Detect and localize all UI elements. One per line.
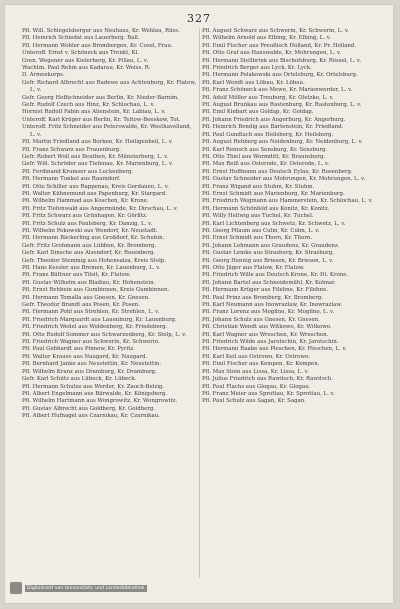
list-item: Pfl. Franz Schöneck aus Mewe, Kr. Marienwerder, L. v.: [202, 87, 353, 94]
list-item: Pfl. Martin Friedland aus Borken, Kr. Heiligenbeil, L. v.: [22, 139, 173, 146]
list-item: Pfl. Hermann Pohl aus Strehlen, Kr. Strehlen, L. v.: [22, 309, 160, 316]
list-item: Gefr. Fritz Grohmann aus Lübben, Kr. Bromberg.: [22, 242, 157, 249]
list-item: Pfl. Karl Neumann aus Inowrazlaw, Kr. Inowrazlaw.: [202, 302, 343, 309]
list-item: Gefr. Richard Albrecht aus Radewe aus Achtenburg, Kr. Flatow, L. v.: [22, 79, 197, 94]
list-item: Pfl. August Schwarz aus Schwerin, Kr. Schwerin, L. v.: [202, 28, 349, 34]
list-item: Pfl. Wilhelm Hammad aus Koschen, Kr. Krone.: [22, 198, 149, 205]
list-item: Pfl. Ernst Rehbein aus Gumbinnen, Kreis Gumbinnen.: [22, 287, 170, 294]
list-item: Pfl. Hermann Stellbrink aus Bischofsburg, Kr. Rössel, L. v.: [202, 57, 362, 64]
list-item: Pfl. Albert Engelmann aus Bärwalde, Kr. Königsberg.: [22, 390, 168, 397]
list-item: Unteroff. Fritz Schneider aus Peterswalde, Kr. Westhavelland, L. v.: [22, 124, 192, 138]
list-item: Pfl. Ernst Schmidt aus Thorn, Kr. Thorn.: [202, 235, 313, 242]
list-item: Pfl. Ferdinand Krumser aus Luckenberg.: [22, 168, 134, 175]
list-item: Pfl. Ernst Hoffmann aus Deutsch Eylau, Kr. Rosenberg.: [202, 168, 353, 175]
list-item: Pfl. Paul Schulz aus Sagan, Kr. Sagan.: [202, 398, 306, 405]
list-item: Pfl. Johann Friedrich aus Angerburg, Kr. Angerburg.: [202, 116, 346, 123]
list-item: Pfl. Emil Fischer aus Preußisch Holland, Kr. Pr. Holland.: [202, 42, 357, 49]
list-item: Pfl. Walter Krause aus Naugard, Kr. Naugard.: [22, 353, 148, 360]
list-item: Gren. Wegener aus Kielerberg, Kr. Pillau, L. v.: [22, 57, 149, 64]
list-item: Pfl. Franz Meier aus Sprottau, Kr. Sprottau, L. v.: [202, 390, 335, 397]
list-item: Pfl. Johann Bartel aus Schneidemühl, Kr. Kolmar.: [202, 279, 336, 286]
list-item: Pfl. Friedrich Wegmann aus Hammerstein, Kr. Schlochau, L. v.: [202, 198, 373, 205]
library-logo: [10, 582, 147, 594]
list-item: Pfl. Gustav Lemke aus Strasburg, Kr. Strasburg.: [202, 250, 334, 257]
list-item: Pfl. Franz Büttner aus Tilsit, Kr. Flatow.: [22, 272, 131, 279]
list-item: Pfl. Christian Wendt aus Witkowo, Kr. Witkowo.: [202, 324, 332, 331]
list-item: Pfl. Otto Rudolf Sommer aus Schwarzenberg, Kr. Stolp, L. v.: [22, 331, 187, 338]
list-item: Gefr. Georg Hoffschneider aus Berlin, Kr. Nieder-Barnim.: [22, 94, 179, 101]
list-item: Pfl. Georg Pflaum aus Culm, Kr. Culm, L. v.: [202, 227, 320, 234]
list-item: Pfl. Hans Kessler aus Bremen, Kr. Lauenburg, L. v.: [22, 265, 161, 271]
list-item: Pfl. Otto Graf aus Hanswalde, Kr. Mohrungen, L. v.: [202, 50, 341, 57]
library-logo-text: Digitalisiert von Universitäts- und Landesbibliothek: [27, 585, 145, 591]
list-item: Pfl. Johann Lehmann aus Graudenz, Kr. Graudenz.: [202, 242, 340, 249]
list-item: Gefr. Rudolf Czech aus Hinz, Kr. Schlochau, L. v.: [22, 102, 155, 109]
list-item: Gefr. Theodor Brandt aus Posen, Kr. Posen.: [22, 302, 140, 309]
list-item: Pfl. Karl Reinsch aus Sensburg, Kr. Sensburg.: [202, 146, 328, 153]
list-item: Pfl. Paul Gebhardt aus Pinnow, Kr. Pyritz.: [22, 346, 135, 353]
list-item: Pfl. Otto Jäger aus Flatow, Kr. Flatow.: [202, 265, 305, 271]
list-item: Pfl. Hermann Krüger aus Filehne, Kr. Filehne.: [202, 287, 328, 294]
list-item: Pfl. Hermann Bäckerling aus Großdorf, Kr. Schubin.: [22, 235, 165, 242]
list-item: Pfl. Hermann Wohler aus Brombergen, Kr. Cosel, Frau.: [22, 42, 173, 49]
list-item: Pfl. Franz Schwarz aus Frauenburg.: [22, 146, 121, 153]
column-divider: [199, 28, 200, 578]
document-page: [4, 4, 394, 604]
list-item: Pfl. Adolf Möller aus Treuburg, Kr. Oletzko, L. v.: [202, 94, 334, 101]
list-item: Pfl. Gustav Wilhelm aus Bladiau, Kr. Hohenstein.: [22, 279, 156, 286]
list-item: II. Armeekorps.: [22, 72, 65, 79]
list-item: Pfl. Gustav Schneider aus Mohrungen, Kr. Mohrungen, L. v.: [202, 176, 366, 183]
list-item: Pfl. Fritz Tiefenwald aus Angermünde, Kr. Dirschau, L. v.: [22, 205, 178, 212]
list-item: Gefr. Robert Woll aus Beuthen, Kr. Münsterberg, L. v.: [22, 153, 169, 160]
list-item: Pfl. Fritz Schulz aus Paulsberg, Kr. Danzig, L. v.: [22, 220, 153, 227]
list-item: Pfl. Fritz Schwarz aus Grünhagen, Kr. Görlitz.: [22, 213, 148, 220]
list-item: Pfl. Friedrich Berger aus Lyck, Kr. Lyck.: [202, 65, 312, 72]
page-number: 327: [187, 12, 211, 25]
list-item: Gefr. Karl Schütz aus Lübeck, Kr. Lübeck.: [22, 376, 137, 383]
list-item: Pfl. Willy Hellwig aus Tuchel, Kr. Tuchel.: [202, 213, 314, 220]
list-item: Unteroff. Karl Krüger aus Berlin, Kr. Teltow-Beeskow, Tot.: [22, 116, 181, 123]
list-item: Pfl. Wilhelm Kranz aus Dramburg, Kr. Dramburg.: [22, 368, 157, 375]
list-item: Pfl. Friedrich Wilde aus Jarotschin, Kr. Jarotschin.: [202, 339, 339, 346]
list-item: Pfl. Franz Wigand aus Stuhm, Kr. Stuhm.: [202, 183, 315, 190]
list-item: Pfl. Gustav Albrecht aus Goldberg, Kr. Goldberg.: [22, 405, 156, 412]
list-item: Pfl. August Rehberg aus Neidenburg, Kr. Neidenburg, L. v.: [202, 139, 363, 146]
list-item: Pfl. Karl Lichtenberg aus Schwetz, Kr. Schwetz, L. v.: [202, 220, 346, 227]
list-item: Pfl. Karl Keil aus Ostrowo, Kr. Ostrowo.: [202, 353, 310, 360]
list-item: Pfl. Heinrich Schiedat aus Lauerberg. Ball.: [22, 35, 140, 42]
list-item: Pfl. Max Reiß aus Osterode, Kr. Osterode, L. v.: [202, 161, 330, 168]
list-item: Pfl. Wilhelm Hartmann aus Wongrowitz, Kr. Wongrowitz.: [22, 398, 178, 405]
list-item: Pfl. August Brunkau aus Rastenburg, Kr. Rastenburg, L. v.: [202, 102, 362, 109]
list-item: Pfl. Friedrich Wedel aus Woldenberg, Kr. Friedeberg.: [22, 324, 168, 331]
list-item: Pfl. Otto Schiller aus Rappenau, Kreis Gerdauen, L. v.: [22, 183, 169, 190]
list-item: Unteroff. Ernst v. Schöneck aus Trenkt, Kl.: [22, 50, 140, 57]
list-item: Pfl. Johann Schulz aus Gnesen, Kr. Gnesen.: [202, 316, 320, 323]
list-item: Pfl. Hermann Tomalla aus Gnesen, Kr. Gnesen.: [22, 294, 150, 301]
list-item: Hornist Rudolf Fabin aus Alienstein, Kr. Labiau, L. v.: [22, 109, 166, 116]
list-item: Pfl. Will. Schlegelsberger aus Neuhaus, Kr. Wehlau, Rüss.: [22, 28, 180, 34]
list-item: Pfl. Georg Hennig aus Briesen, Kr. Briesen, L. v.: [202, 257, 334, 264]
list-item: Pfl. Paul Gundlach aus Heilsberg, Kr. Heilsberg.: [202, 131, 334, 138]
list-item: Pfl. Emil Kiebart aus Goldap, Kr. Goldap.: [202, 109, 314, 116]
list-item: Pfl. Hermann Tunkel aus Raumdorf.: [22, 176, 121, 183]
list-item: Pfl. Friedrich Marquardt aus Lauenburg, Kr. Lauenburg.: [22, 316, 177, 323]
list-item: Pfl. Walter Kühnemund aus Papenburg, Kr. Stargard.: [22, 190, 167, 197]
right-column: [202, 28, 378, 406]
list-item: Pfl. Julius Friedrich aus Rawitsch, Kr. Rawitsch.: [202, 376, 333, 383]
list-item: Pfl. Otto Thiel aus Wormditt, Kr. Braunsberg.: [202, 153, 326, 160]
list-item: Pfl. Franz Lorenz aus Mogilno, Kr. Mogilno, L. v.: [202, 309, 335, 316]
list-item: Gefr. Theodor Stemmig aus Hohensalza, Kreis Stolp.: [22, 257, 166, 264]
list-item: Pfl. Friedrich Wille aus Deutsch Krone, Kr. Dt. Krone.: [202, 272, 349, 279]
list-item: Pfl. Hermann Schulze aus Werder, Kr. Zauch-Belzig.: [22, 383, 165, 390]
list-item: Pfl. Hermann Polakowski aus Ortelsburg, Kr. Ortelsburg.: [202, 72, 358, 79]
list-item: Pfl. Wilhelm Pekowski aus Wendorf, Kr. Neustadt.: [22, 227, 158, 234]
library-logo-icon: [10, 582, 22, 594]
list-item: Pfl. Paul Prinz aus Bromberg, Kr. Bromberg.: [202, 294, 323, 301]
list-item: Pfl. Heinrich Bendig aus Bartenstein, Kr. Friedland.: [202, 124, 344, 131]
list-item: Pfl. Hermann Schönfeld aus Konitz, Kr. Konitz.: [202, 205, 330, 212]
list-item: Pfl. Bernhard Janke aus Neustettin, Kr. Neustettin.: [22, 361, 162, 368]
list-item: Wachtm. Paul Rehm aus Kadarau, Kr. Weiss. R.: [22, 65, 151, 72]
list-item: Pfl. Hermann Raabe aus Pleschen, Kr. Pleschen, L. v.: [202, 346, 347, 353]
list-item: Pfl. Emil Fischer aus Kempen, Kr. Kempen.: [202, 361, 320, 368]
list-item: Pfl. Karl Wendt aus Löbau, Kr. Löbau.: [202, 79, 305, 86]
list-item: Pfl. Wilhelm Arnold aus Elbing, Kr. Elbing, L. v.: [202, 35, 331, 42]
list-item: Pfl. Albert Hufnagel aus Czarnikau, Kr. Czarnikau.: [22, 413, 160, 420]
list-item: Gefr. Will. Schröder aus Tiefenau, Kr. Marienburg, L. v.: [22, 161, 173, 168]
left-column: [22, 28, 198, 421]
list-item: Pfl. Friedrich Wagner aus Schwerin, Kr. Schwerin.: [22, 339, 160, 346]
list-item: Pfl. Karl Wagner aus Wreschen, Kr. Wreschen.: [202, 331, 329, 338]
list-item: Gefr. Karl Dinsche aus Alsendorf, Kr. Rosenberg.: [22, 250, 156, 257]
list-item: Pfl. Ernst Schmidt aus Marienburg, Kr. Marienburg.: [202, 190, 345, 197]
list-item: Pfl. Max Stein aus Lissa, Kr. Lissa, L. v.: [202, 368, 309, 375]
list-item: Pfl. Paul Flachs aus Glogau, Kr. Glogau.: [202, 383, 311, 390]
